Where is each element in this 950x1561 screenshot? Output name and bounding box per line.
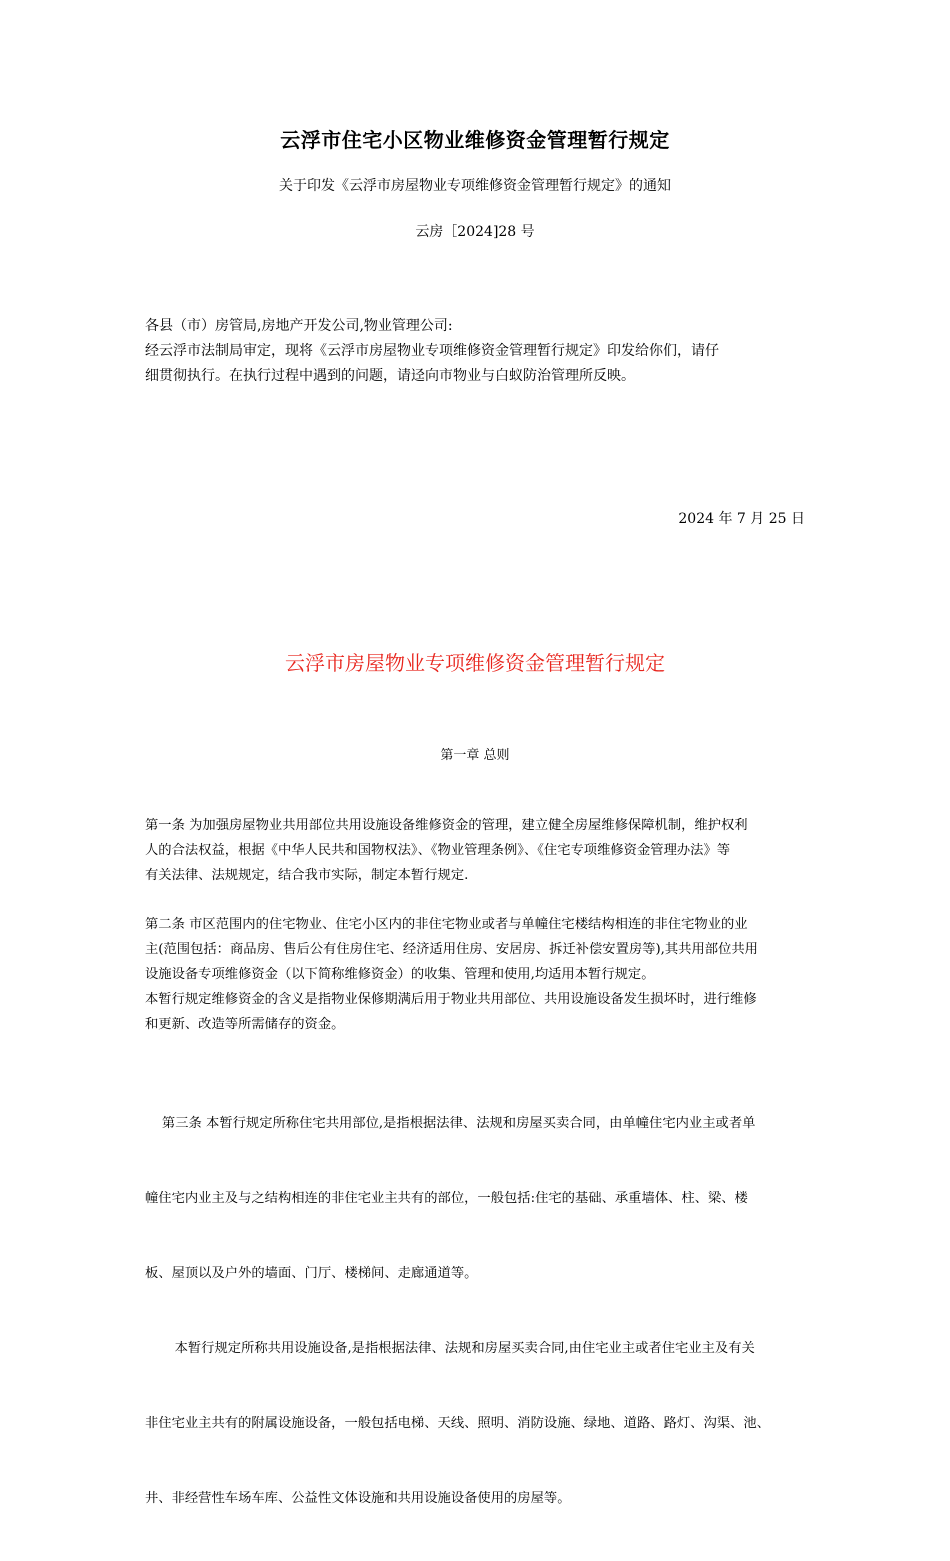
article-line: 和更新、改造等所需储存的资金。: [145, 1017, 345, 1032]
article-3: [145, 1061, 815, 1561]
article-line: 本暂行规定所称共用设施设备,是指根据法律、法规和房屋买卖合同,由住宅业主或者住宅业主及有关: [145, 1341, 755, 1356]
article-line: 主(范围包括：商品房、售后公有住房住宅、经济适用住房、安居房、拆迁补偿安置房等),其共用部位共用: [145, 942, 758, 957]
article-line: 有关法律、法规规定，结合我市实际，制定本暂行规定.: [145, 868, 469, 883]
article-line: 人的合法权益，根据《中华人民共和国物权法》、《物业管理条例》、《住宅专项维修资金管理办法》等: [145, 843, 731, 858]
article-2: [145, 912, 815, 1037]
article-1: [145, 813, 815, 888]
regulation-title: 云浮市房屋物业专项维修资金管理暂行规定: [285, 651, 665, 675]
issue-date: 2024 年 7 月 25 日: [678, 511, 805, 527]
article-line: 幢住宅内业主及与之结构相连的非住宅业主共有的部位，一般包括:住宅的基础、承重墙体、柱、梁、楼: [145, 1191, 748, 1206]
article-line: 第一条 为加强房屋物业共用部位共用设施设备维修资金的管理，建立健全房屋维修保障机制，维护权利: [145, 818, 748, 833]
addressee-line: 各县（市）房管局,房地产开发公司,物业管理公司:: [145, 318, 453, 334]
notice-subtitle: 关于印发《云浮市房屋物业专项维修资金管理暂行规定》的通知: [279, 178, 671, 194]
article-line: 第三条 本暂行规定所称住宅共用部位,是指根据法律、法规和房屋买卖合同，由单幢住宅内业主或者单: [145, 1116, 756, 1131]
chapter-heading: 第一章 总则: [440, 748, 510, 763]
document-number: 云房［2024]28 号: [415, 224, 535, 240]
article-line: 设施设备专项维修资金（以下简称维修资金）的收集、管理和使用,均适用本暂行规定。: [145, 967, 655, 982]
article-line: 板、屋顶以及户外的墙面、门厅、楼梯间、走廊通道等。: [145, 1266, 478, 1281]
body-line: 细贯彻执行。在执行过程中遇到的问题，请迳向市物业与白蚁防治管理所反映。: [145, 368, 635, 384]
article-line: 本暂行规定维修资金的含义是指物业保修期满后用于物业共用部位、共用设施设备发生损坏时，进行维修: [145, 992, 757, 1007]
article-line: 非住宅业主共有的附属设施设备，一般包括电梯、天线、照明、消防设施、绿地、道路、路灯、沟渠、池、: [145, 1416, 770, 1431]
article-line: 井、非经营性车场车库、公益性文体设施和共用设施设备使用的房屋等。: [145, 1491, 571, 1506]
body-line: 经云浮市法制局审定，现将《云浮市房屋物业专项维修资金管理暂行规定》印发给你们，请仔: [145, 343, 719, 359]
notice-body: [145, 314, 815, 389]
document-title: 云浮市住宅小区物业维修资金管理暂行规定: [280, 128, 670, 152]
article-line: 第二条 市区范围内的住宅物业、住宅小区内的非住宅物业或者与单幢住宅楼结构相连的非住宅物业的业: [145, 917, 748, 932]
